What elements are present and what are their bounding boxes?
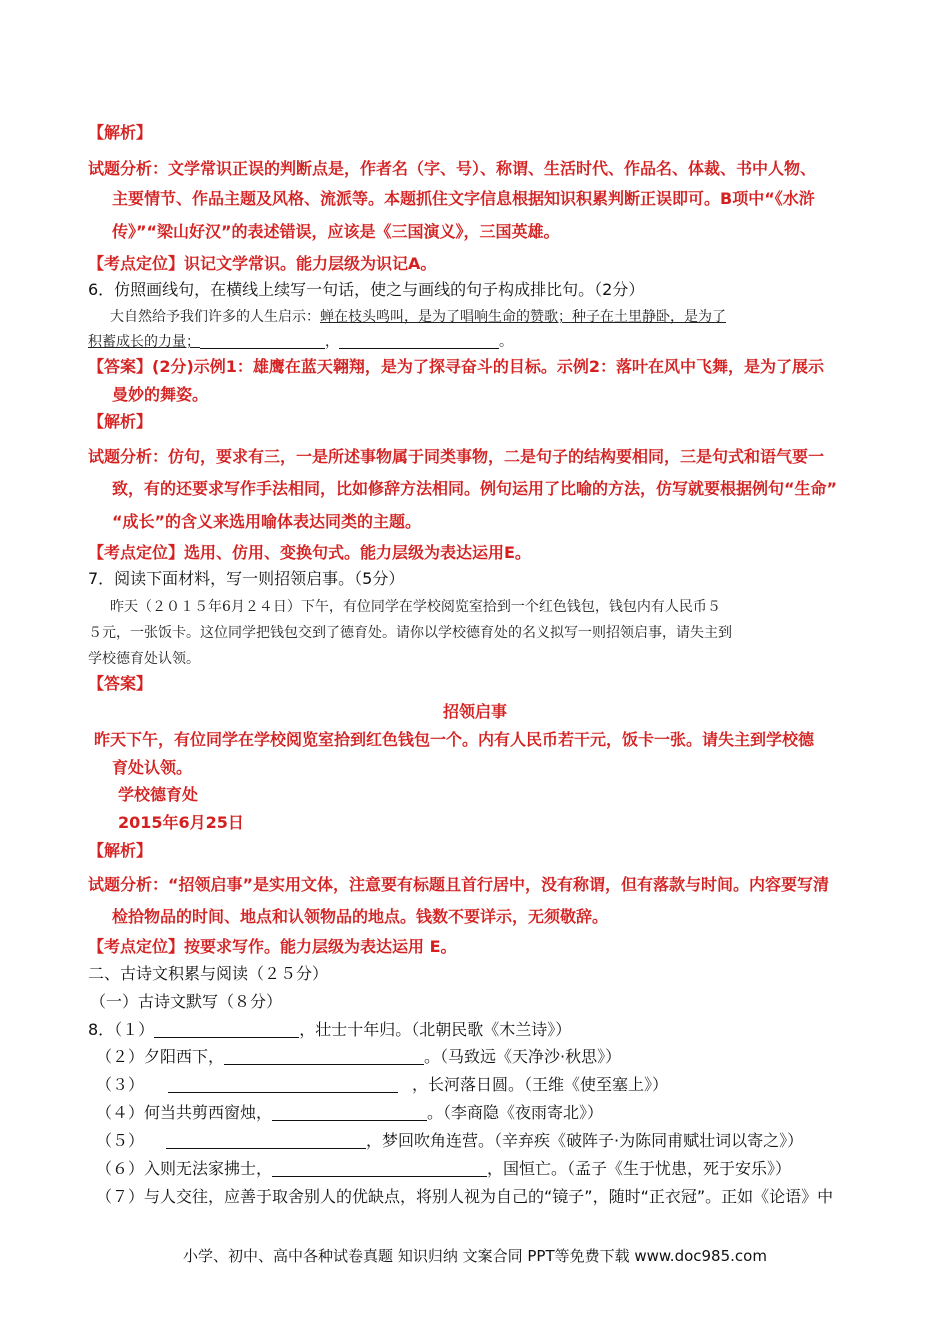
- q8-line-7: （７）与人交往，应善于取舍别人的优缺点，将别人视为自己的“镜子”，随时“正衣冠”。正如《论语》中: [96, 1187, 834, 1206]
- q6-kaodian: 【考点定位】选用、仿用、变换句式。能力层级为表达运用E。: [88, 543, 531, 562]
- q6-analysis-line-3: “成长”的含义来选用喻体表达同类的主题。: [112, 512, 422, 531]
- q8-l5-label: （５）: [96, 1131, 145, 1150]
- q7-notice-body-2: 育处认领。: [112, 758, 193, 777]
- q8-line-4: [96, 1102, 886, 1124]
- section-2-title: 二、古诗文积累与阅读（２５分）: [88, 964, 329, 983]
- q7-question: 7．阅读下面材料，写一则招领启事。（5分）: [88, 569, 405, 588]
- q6-underlined-sentence: 蝉在枝头鸣叫，是为了唱响生命的赞歌；种子在土里静卧，是为了: [320, 309, 726, 325]
- page-footer: 小学、初中、高中各种试卷真题 知识归纳 文案合同 PPT等免费下载 www.doc985.com: [183, 1247, 767, 1265]
- q8-l1-label: 8．（１）: [88, 1020, 155, 1039]
- q6-answer-line-1: 【答案】(2分)示例1：雄鹰在蓝天翱翔，是为了探寻奋斗的目标。示例2：落叶在风中飞舞，是为了展示: [88, 357, 825, 376]
- q7-notice-signature: 学校德育处: [118, 785, 199, 804]
- q8-blank-3: [168, 1076, 398, 1093]
- q6-analysis-line-2: 致，有的还要求写作手法相同，比如修辞方法相同。例句运用了比喻的方法，仿写就要根据例句“生命”: [112, 479, 838, 498]
- q7-notice-date: 2015年6月25日: [118, 813, 244, 832]
- q6-blank-1: [200, 332, 325, 349]
- q7-jiexi-label: 【解析】: [88, 841, 153, 860]
- q5-jiexi-label: 【解析】: [88, 123, 153, 142]
- q6-question: 6．仿照画线句，在横线上续写一句话，使之与画线的句子构成排比句。（2分）: [88, 280, 645, 299]
- q7-analysis-line-1: 试题分析：“招领启事”是实用文体，注意要有标题且首行居中，没有称谓，但有落款与时间。内容要写清: [88, 875, 830, 894]
- q5-analysis-line-1: 试题分析：文学常识正误的判断点是，作者名（字、号）、称谓、生活时代、作品名、体裁、书中人物、: [88, 159, 817, 178]
- q8-line-5: [96, 1130, 886, 1152]
- q6-answer-line-2: 曼妙的舞姿。: [112, 385, 209, 404]
- q8-l4-text: 。（李商隐《夜雨寄北》）: [427, 1103, 604, 1122]
- q7-notice-title: 招领启事: [442, 702, 507, 721]
- q5-analysis-line-3: 传》”“梁山好汉”的表述错误，应该是《三国演义》，三国英雄。: [112, 222, 560, 241]
- q6-underlined-sentence-end: 积蓄成长的力量；: [88, 334, 200, 350]
- q8-blank-6: [272, 1160, 487, 1177]
- q7-analysis-line-2: 检拾物品的时间、地点和认领物品的地点。钱数不要详示，无须敬辞。: [112, 907, 609, 926]
- q6-blank-2: [339, 332, 499, 349]
- q6-jiexi-label: 【解析】: [88, 412, 153, 431]
- q8-blank-1: [154, 1021, 299, 1038]
- q8-line-2: [96, 1046, 886, 1068]
- q8-l6-text: ，国恒亡。（孟子《生于忧患，死于安乐》）: [487, 1159, 792, 1178]
- q6-period: 。: [499, 334, 513, 350]
- q8-line-6: [96, 1158, 886, 1180]
- q6-material-line-2: [88, 331, 878, 353]
- q6-comma: ，: [325, 334, 339, 350]
- q6-analysis-line-1: 试题分析：仿句，要求有三，一是所述事物属于同类事物，二是句子的结构要相同，三是句式和语气要一: [88, 447, 825, 466]
- q8-l3-label: （３）: [96, 1075, 145, 1094]
- q8-l4-label: （４）何当共剪西窗烛，: [96, 1103, 273, 1122]
- q8-line-3: [96, 1074, 886, 1096]
- q5-kaodian: 【考点定位】识记文学常识。能力层级为识记A。: [88, 254, 437, 273]
- q7-material-line-3: 学校德育处认领。: [88, 651, 200, 667]
- q8-line-1: [88, 1019, 878, 1041]
- q7-material-line-2: ５元，一张饭卡。这位同学把钱包交到了德育处。请你以学校德育处的名义拟写一则招领启事，请失主到: [88, 625, 732, 641]
- q8-l1-text: ，壮士十年归。（北朝民歌《木兰诗》）: [299, 1020, 572, 1039]
- q8-l3-text: ，长河落日圆。（王维《使至塞上》）: [412, 1075, 669, 1094]
- q7-notice-body-1: 昨天下午，有位同学在学校阅览室拾到红色钱包一个。内有人民币若干元，饭卡一张。请失主到学校德: [94, 730, 815, 749]
- q8-l5-text: ，梦回吹角连营。（辛弃疾《破阵子·为陈同甫赋壮词以寄之》）: [366, 1131, 804, 1150]
- q8-l2-label: （２）夕阳西下，: [96, 1047, 225, 1066]
- q6-material-line-1: [110, 306, 900, 328]
- q7-answer-label: 【答案】: [88, 674, 153, 693]
- q8-blank-2: [224, 1048, 424, 1065]
- q7-material-line-1: 昨天（２０１５年6月２４日）下午，有位同学在学校阅览室拾到一个红色钱包，钱包内有人民币５: [110, 599, 721, 615]
- q8-l6-label: （６）入则无法家拂士，: [96, 1159, 273, 1178]
- q7-kaodian: 【考点定位】按要求写作。能力层级为表达运用 E。: [88, 937, 457, 956]
- section-2-sub-1: （一）古诗文默写（８分）: [90, 992, 283, 1011]
- q8-l2-text: 。（马致远《天净沙·秋思》）: [424, 1047, 622, 1066]
- q8-blank-4: [272, 1104, 427, 1121]
- q6-material-intro: 大自然给予我们许多的人生启示：: [110, 309, 320, 325]
- q8-blank-5: [166, 1132, 366, 1149]
- q5-analysis-line-2: 主要情节、作品主题及风格、流派等。本题抓住文字信息根据知识积累判断正误即可。B项中“《水浒: [112, 189, 815, 208]
